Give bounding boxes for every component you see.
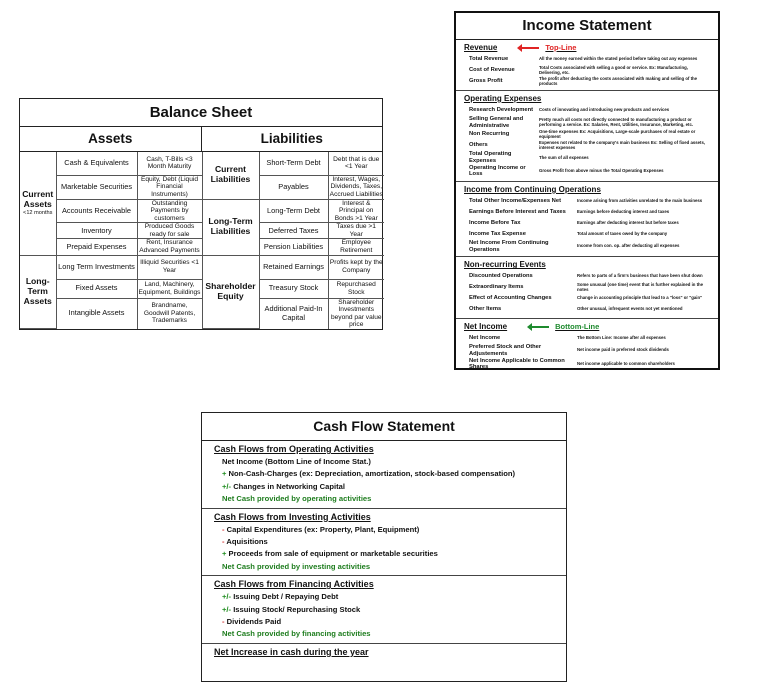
income-row xyxy=(464,333,710,344)
asset-description: Produced Goods ready for sale xyxy=(137,223,202,239)
income-row-description: The sum of all expenses xyxy=(539,154,589,160)
income-row-description: Net income paid in preferred stock dividends xyxy=(577,347,669,353)
balance-sheet-row xyxy=(20,255,384,279)
cash-flow-section-head: Cash Flows from Financing Activities xyxy=(214,579,374,590)
cash-flow-line xyxy=(214,468,554,480)
liability-item: Additional Paid-In Capital xyxy=(259,298,328,329)
income-section-title: Revenue xyxy=(464,43,498,52)
income-section-head xyxy=(464,94,710,103)
income-row-description: The profit after deducting the costs associated with making and selling of the products xyxy=(539,75,698,86)
cash-flow-total: Net Cash provided by financing activities xyxy=(222,629,371,639)
income-section-tag: Bottom-Line xyxy=(555,322,600,332)
income-row-description: Refers to parts of a firm's business that have been shut down xyxy=(577,273,703,279)
income-section xyxy=(456,257,718,319)
cash-flow-sign: +/- xyxy=(222,592,232,602)
income-row xyxy=(464,196,710,207)
income-section-head xyxy=(464,185,710,194)
asset-description: Illiquid Securities <1 Year xyxy=(137,255,202,279)
cash-flow-sign: - xyxy=(222,524,225,534)
balance-sheet-row xyxy=(20,199,384,223)
balance-sheet xyxy=(19,98,383,330)
cash-flow-sign: +/- xyxy=(222,604,232,614)
cash-flow-sign: - xyxy=(222,536,225,546)
cash-flow-section xyxy=(202,576,566,644)
cash-flow-sign: + xyxy=(222,469,227,479)
income-row xyxy=(464,229,710,240)
cash-flow-line xyxy=(214,456,554,468)
income-row-label: Net Income xyxy=(469,335,501,342)
liability-item: Pension Liabilities xyxy=(259,239,328,255)
income-row-description: Expenses not related to the company's main business Ex: Selling of fixed assets, interest expenses xyxy=(539,139,706,150)
liability-category: Long-Term Liabilities xyxy=(202,199,259,255)
cash-flow-line-text: Changes in Networking Capital xyxy=(231,481,345,491)
liability-description: Taxes due >1 Year xyxy=(328,223,384,239)
cash-flow-statement xyxy=(201,412,567,682)
asset-item: Inventory xyxy=(56,223,137,239)
arrow-left-icon xyxy=(527,326,549,328)
income-statement-title: Income Statement xyxy=(456,13,718,40)
liability-description: Debt that is due <1 Year xyxy=(328,152,384,175)
income-row-description: Net income applicable to common shareholders xyxy=(577,360,675,366)
income-row-label: Discounted Operations xyxy=(469,273,533,280)
income-row-label: Income Tax Expense xyxy=(469,231,526,238)
income-section xyxy=(456,40,718,91)
income-row-label: Earnings Before Interest and Taxes xyxy=(469,209,566,216)
liabilities-header: Liabilities xyxy=(260,131,323,146)
liability-item: Short-Term Debt xyxy=(259,152,328,175)
income-row-description: Earnings after deducting interest but before taxes xyxy=(577,219,679,225)
asset-item: Intangible Assets xyxy=(56,298,137,329)
income-row-description: Gross Profit from above minus the Total Operating Expenses xyxy=(539,167,664,173)
liability-category: Shareholder Equity xyxy=(202,255,259,329)
income-row-label: Total Revenue xyxy=(469,56,509,63)
income-row xyxy=(464,54,710,65)
cash-flow-sign: +/- xyxy=(222,481,232,491)
liability-description: Repurchased Stock xyxy=(328,279,384,298)
cash-flow-section xyxy=(202,509,566,577)
assets-header: Assets xyxy=(20,127,202,151)
income-row-label: Other Items xyxy=(469,306,502,313)
income-row-label: Income Before Tax xyxy=(469,220,521,227)
income-section xyxy=(456,182,718,257)
cash-flow-section-head: Cash Flows from Operating Activities xyxy=(214,444,374,454)
liability-description: Interest & Principal on Bonds >1 Year xyxy=(328,199,384,223)
income-section-head xyxy=(464,43,710,52)
cash-flow-line xyxy=(214,481,554,493)
income-row xyxy=(464,358,710,371)
income-row-label: Net Income Applicable to Common Shares xyxy=(469,357,565,371)
income-row-description: Total Costs associated with selling a good or service. Ex: Manufacturing, Delivering, etc. xyxy=(539,64,688,75)
liability-item: Treasury Stock xyxy=(259,279,328,298)
asset-category-sub: <12 months xyxy=(23,209,53,216)
cash-flow-line xyxy=(214,536,554,548)
balance-sheet-table xyxy=(20,152,384,329)
balance-sheet-title: Balance Sheet xyxy=(20,99,382,127)
asset-category xyxy=(20,255,56,329)
cash-flow-section xyxy=(202,441,566,509)
income-row-label: Cost of Revenue xyxy=(469,67,515,74)
asset-description: Brandname, Goodwill Patents, Trademarks xyxy=(137,298,202,329)
liability-item: Retained Earnings xyxy=(259,255,328,279)
cash-flow-total: Net Cash provided by operating activities xyxy=(222,494,372,504)
asset-item: Accounts Receivable xyxy=(56,199,137,223)
income-row xyxy=(464,76,710,87)
cash-flow-line-text: Non-Cash-Charges (ex: Depreciation, amortization, stock-based compensation) xyxy=(226,469,516,479)
income-row-description: Some unusual (one time) event that is further explained in the notes xyxy=(577,281,704,292)
income-row-description: One-time expenses Ex: Acquisitions, Large-scale purchases of real estate or equipment xyxy=(539,128,696,139)
income-row-label: Effect of Accounting Changes xyxy=(469,295,552,302)
asset-item: Fixed Assets xyxy=(56,279,137,298)
asset-description: Outstanding Payments by customers xyxy=(137,199,202,223)
income-row-description: All the money earned within the stated period before taking out any expenses xyxy=(539,56,698,62)
income-row-description: Other unusual, infrequent events not yet mentioned xyxy=(577,306,683,312)
asset-item: Marketable Securities xyxy=(56,175,137,199)
liability-description: Shareholder Investments beyond par value price xyxy=(328,298,384,329)
cash-flow-line-text: Proceeds from sale of equipment or marketable securities xyxy=(226,549,438,559)
cash-flow-total: Net Cash provided by investing activities xyxy=(222,561,371,571)
cash-flow-line xyxy=(214,524,554,536)
income-row-label: Non Recurring xyxy=(469,131,510,138)
income-section-title: Net Income xyxy=(464,322,508,332)
income-row-description: Income arising from activities unrelated to the main business xyxy=(577,197,703,203)
asset-item: Prepaid Expenses xyxy=(56,239,137,255)
income-row xyxy=(464,271,710,282)
liability-description: Employee Retirement xyxy=(328,239,384,255)
income-row-label: Net Income From Continuing Operations xyxy=(469,239,549,253)
cash-flow-section-head: Cash Flows from Investing Activities xyxy=(214,511,371,522)
income-row-label: Gross Profit xyxy=(469,78,503,85)
income-row xyxy=(464,282,710,293)
cash-flow-line-text: Aquisitions xyxy=(224,536,268,546)
cash-flow-line xyxy=(214,591,554,603)
income-row-description: Costs of innovating and introducing new products and services xyxy=(539,107,670,113)
cash-flow-section xyxy=(202,644,566,661)
income-section-head xyxy=(464,322,710,331)
income-row xyxy=(464,65,710,76)
cash-flow-line-text: Dividends Paid xyxy=(224,616,282,626)
income-row xyxy=(464,344,710,357)
income-row-description: The Bottom Line: Income after all expenses xyxy=(577,335,666,341)
asset-description: Rent, Insurance Advanced Payments xyxy=(137,239,202,255)
income-row xyxy=(464,240,710,253)
liability-description: Interest, Wages, Dividends, Taxes, Accrued Liabilities xyxy=(329,175,383,198)
cash-flow-sign: - xyxy=(222,616,225,626)
income-row-description: Earnings before deducting interest and taxes xyxy=(577,208,670,214)
asset-item: Long Term Investments xyxy=(56,255,137,279)
cash-flow-sign: + xyxy=(222,549,227,559)
cash-flow-line-text: Net Income (Bottom Line of Income Stat.) xyxy=(222,457,371,466)
balance-sheet-row xyxy=(20,152,384,175)
asset-description: Equity, Debt (Liquid Financial Instruments) xyxy=(137,175,202,199)
liability-description: Profits kept by the Company xyxy=(328,255,384,279)
income-row-label: Total Other Income/Expenses Net xyxy=(469,198,562,205)
income-row-label: Others xyxy=(469,142,488,149)
income-row xyxy=(464,116,710,129)
income-row-description: Income from con. op. after deducting all expenses xyxy=(577,243,680,249)
cash-flow-title: Cash Flow Statement xyxy=(202,413,566,441)
income-row-label: Selling General and Administrative xyxy=(469,116,524,129)
cash-flow-line xyxy=(214,548,554,560)
income-row-label: Total Operating Expenses xyxy=(469,151,512,164)
income-section-title: Operating Expenses xyxy=(464,94,542,103)
income-row xyxy=(464,207,710,218)
cash-flow-line-text: Issuing Stock/ Repurchasing Stock xyxy=(231,604,361,614)
asset-category-label: Long-Term Assets xyxy=(23,276,52,306)
asset-category xyxy=(20,152,56,255)
income-row xyxy=(464,293,710,304)
asset-description: Land, Machinery, Equipment, Buildings xyxy=(137,279,202,298)
income-row-label: Operating Income or Loss xyxy=(469,164,526,178)
income-row xyxy=(464,218,710,229)
arrow-left-icon xyxy=(517,47,539,49)
income-row-label: Preferred Stock and Other Adjustements xyxy=(469,344,542,357)
income-section xyxy=(456,319,718,374)
liability-item: Long-Term Debt xyxy=(259,199,328,223)
income-row-label: Extraordinary Items xyxy=(469,284,524,291)
income-row xyxy=(464,105,710,116)
asset-item: Cash & Equivalents xyxy=(56,152,137,175)
income-row-description: Change in accounting principle that lead to a "loss" or "gain" xyxy=(577,295,703,301)
cash-flow-line xyxy=(214,604,554,616)
cash-flow-section-head: Net Increase in cash during the year xyxy=(214,646,369,657)
asset-description: Cash, T-Bills <3 Month Maturity xyxy=(137,152,202,175)
liability-item: Payables xyxy=(259,175,328,199)
income-statement xyxy=(454,11,720,370)
income-row xyxy=(464,304,710,315)
income-section-title: Income from Continuing Operations xyxy=(464,184,601,194)
income-row-label: Research Development xyxy=(469,107,534,114)
income-section-head xyxy=(464,260,710,269)
asset-category-label: Current Assets xyxy=(22,189,54,210)
income-row-description: Pretty much all costs not directly connected to manufacturing a product or performing a service. Ex: Salaries, Rent, Utilities, Insurance, Marketing, etc. xyxy=(539,116,694,127)
income-row xyxy=(464,165,710,178)
income-row xyxy=(464,140,710,151)
income-section xyxy=(456,91,718,182)
liability-category: Current Liabilities xyxy=(202,152,259,199)
balance-sheet-headers xyxy=(20,127,382,152)
cash-flow-line-text: Capital Expenditures (ex: Property, Plant, Equipment) xyxy=(224,524,420,534)
income-row xyxy=(464,129,710,140)
liability-item: Deferred Taxes xyxy=(259,223,328,239)
income-section-tag: Top-Line xyxy=(545,43,577,52)
income-row-description: Total amount of taxes owed by the company xyxy=(577,230,668,236)
income-section-title: Non-recurring Events xyxy=(464,260,546,270)
cash-flow-line xyxy=(214,616,554,628)
income-row xyxy=(464,151,710,164)
cash-flow-line-text: Issuing Debt / Repaying Debt xyxy=(231,592,339,602)
